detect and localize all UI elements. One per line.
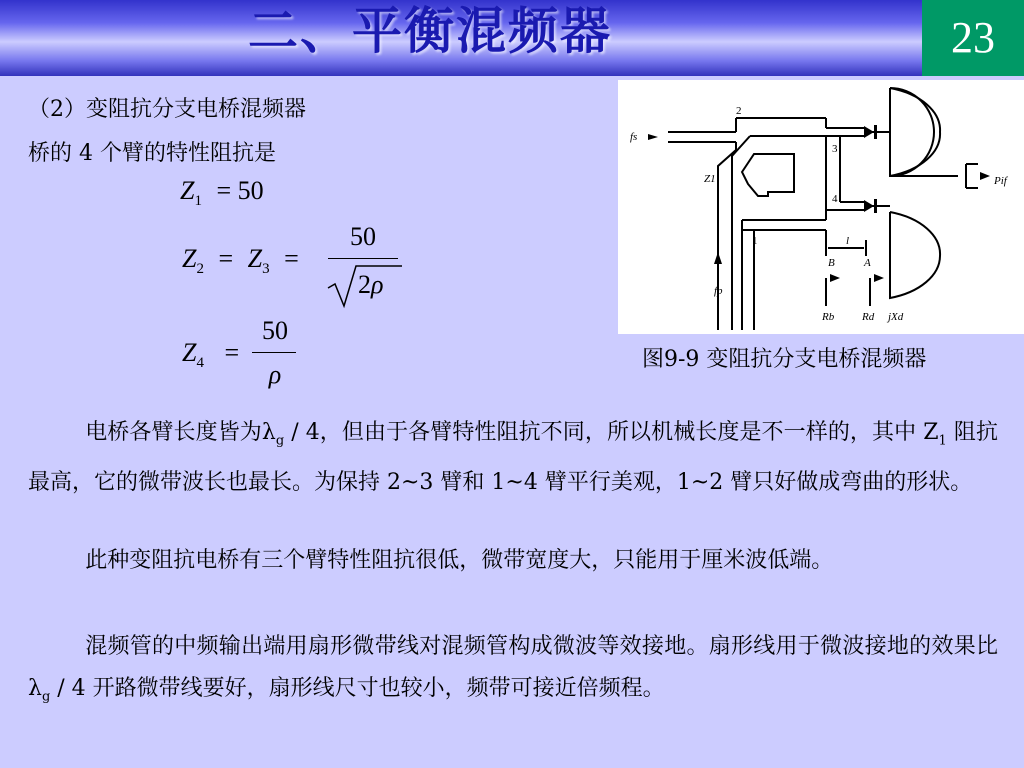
label-rb: Rb — [822, 311, 835, 323]
p1-text-b: / 4，但由于各臂特性阻抗不同，所以机械长度是不一样的，其中 Z — [284, 420, 939, 445]
label-arm3: 3 — [832, 143, 838, 155]
z4-subscript: 4 — [196, 355, 204, 372]
z4-symbol: Z — [182, 338, 197, 367]
page-number: 23 — [922, 0, 1024, 76]
label-arm2: 2 — [736, 105, 742, 117]
label-pif: Pif — [994, 175, 1007, 187]
label-fp: fp — [714, 285, 723, 297]
z3-subscript: 3 — [262, 261, 270, 278]
z4-numerator: 50 — [262, 316, 288, 345]
equals-sign: = — [218, 244, 234, 273]
z23-denominator — [358, 270, 383, 300]
label-b: B — [828, 257, 835, 269]
label-l: l — [846, 235, 850, 247]
label-z1: Z1 — [704, 173, 716, 185]
branch-bridge-diagram — [618, 80, 1024, 334]
label-fs: fs — [630, 131, 638, 143]
z2-symbol: Z — [182, 244, 197, 273]
paragraph-1 — [28, 412, 998, 504]
title-bar — [0, 0, 922, 76]
equation-z4 — [182, 338, 239, 372]
equals-sign: = — [224, 338, 240, 367]
p1-text-c: 阻抗最高，它的微带波长也最长。为保持 2~3 臂和 1~4 臂平行美观，1~2 臂只好做成弯曲的形状。 — [28, 420, 998, 496]
section-heading: （2）变阻抗分支电桥混频器 — [28, 97, 306, 122]
rho-symbol: ρ — [371, 270, 384, 299]
equation-z1 — [180, 176, 264, 210]
label-arm1: 1 — [752, 235, 758, 247]
p1-subscript-1: 1 — [938, 433, 947, 449]
z1-symbol: Z — [180, 176, 195, 205]
paragraph-2: 此种变阻抗电桥有三个臂特性阻抗很低，微带宽度大，只能用于厘米波低端。 — [85, 548, 834, 573]
p3-text-b: / 4 开路微带线要好，扇形线尺寸也较小，频带可接近倍频程。 — [50, 676, 665, 701]
equation-z2-z3 — [182, 244, 299, 278]
label-a: A — [864, 257, 871, 269]
z3-symbol: Z — [247, 244, 263, 273]
fraction-line — [328, 258, 398, 259]
p1-text-a: 电桥各臂长度皆为λ — [85, 420, 276, 445]
z4-denominator: ρ — [268, 360, 282, 389]
z2-subscript: 2 — [196, 261, 204, 278]
p1-subscript-g: g — [275, 433, 285, 449]
label-rd: Rd — [862, 311, 875, 323]
label-arm4: 4 — [832, 193, 838, 205]
paragraph-3 — [28, 626, 998, 718]
z1-subscript: 1 — [194, 193, 202, 210]
slide-title: 二、平衡混频器 — [248, 2, 612, 60]
equals-sign: = — [284, 244, 299, 273]
z23-numerator: 50 — [350, 222, 376, 251]
figure-caption: 图9-9 变阻抗分支电桥混频器 — [642, 347, 927, 372]
p3-subscript-g: g — [41, 689, 51, 705]
z1-value: = 50 — [216, 176, 264, 205]
p3-text-a: 混频管的中频输出端用扇形微带线对混频管构成微波等效接地。扇形线用于微波接地的效果比λ — [28, 634, 998, 701]
circuit-figure — [618, 80, 1024, 334]
label-jx: jXd — [888, 311, 904, 323]
intro-line: 桥的 4 个臂的特性阻抗是 — [28, 141, 276, 166]
denominator-number: 2 — [358, 270, 371, 299]
fraction-line — [252, 352, 296, 353]
